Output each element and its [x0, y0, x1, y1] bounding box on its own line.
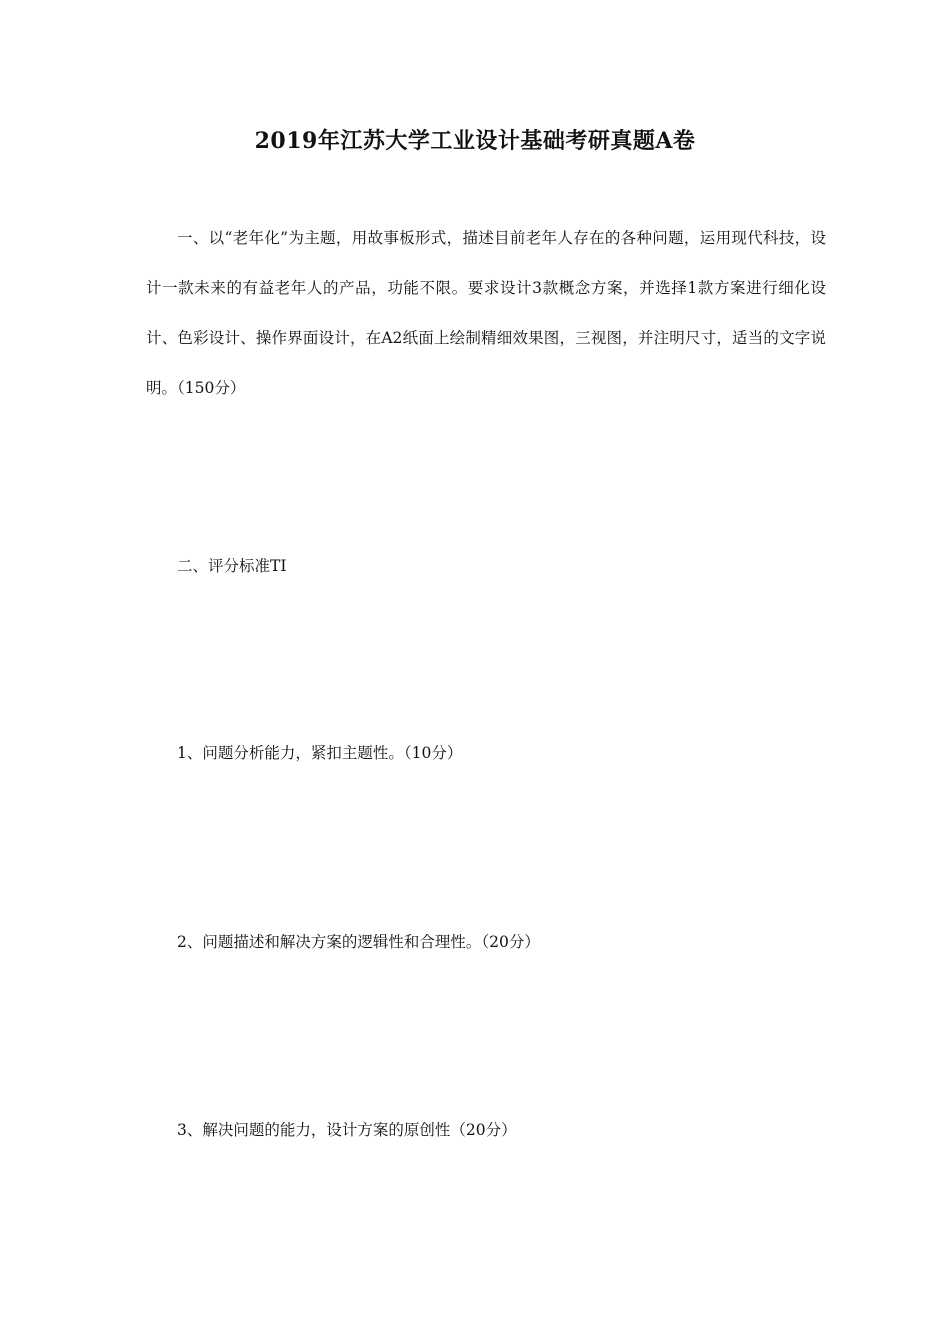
criteria-item-2: 2、问题描述和解决方案的逻辑性和合理性。（20分） [177, 933, 540, 951]
criteria-item-1: 1、问题分析能力，紧扣主题性。（10分） [177, 744, 463, 762]
document-title: 2019年江苏大学工业设计基础考研真题A卷 [254, 128, 696, 154]
criteria-item-3: 3、解决问题的能力，设计方案的原创性（20分） [177, 1121, 517, 1139]
criteria-heading: 二、评分标准TI [177, 557, 287, 575]
question-1-text: 一、以“老年化”为主题，用故事板形式，描述目前老年人存在的各种问题，运用现代科技，设计一款未来的有益老年人的产品，功能不限。要求设计3款概念方案，并选择1款方案进行细化设计、色彩设计、操作界面设计，在A2纸面上绘制精细效果图，三视图，并注明尺寸，适当的文字说明。（150分） [146, 229, 826, 397]
